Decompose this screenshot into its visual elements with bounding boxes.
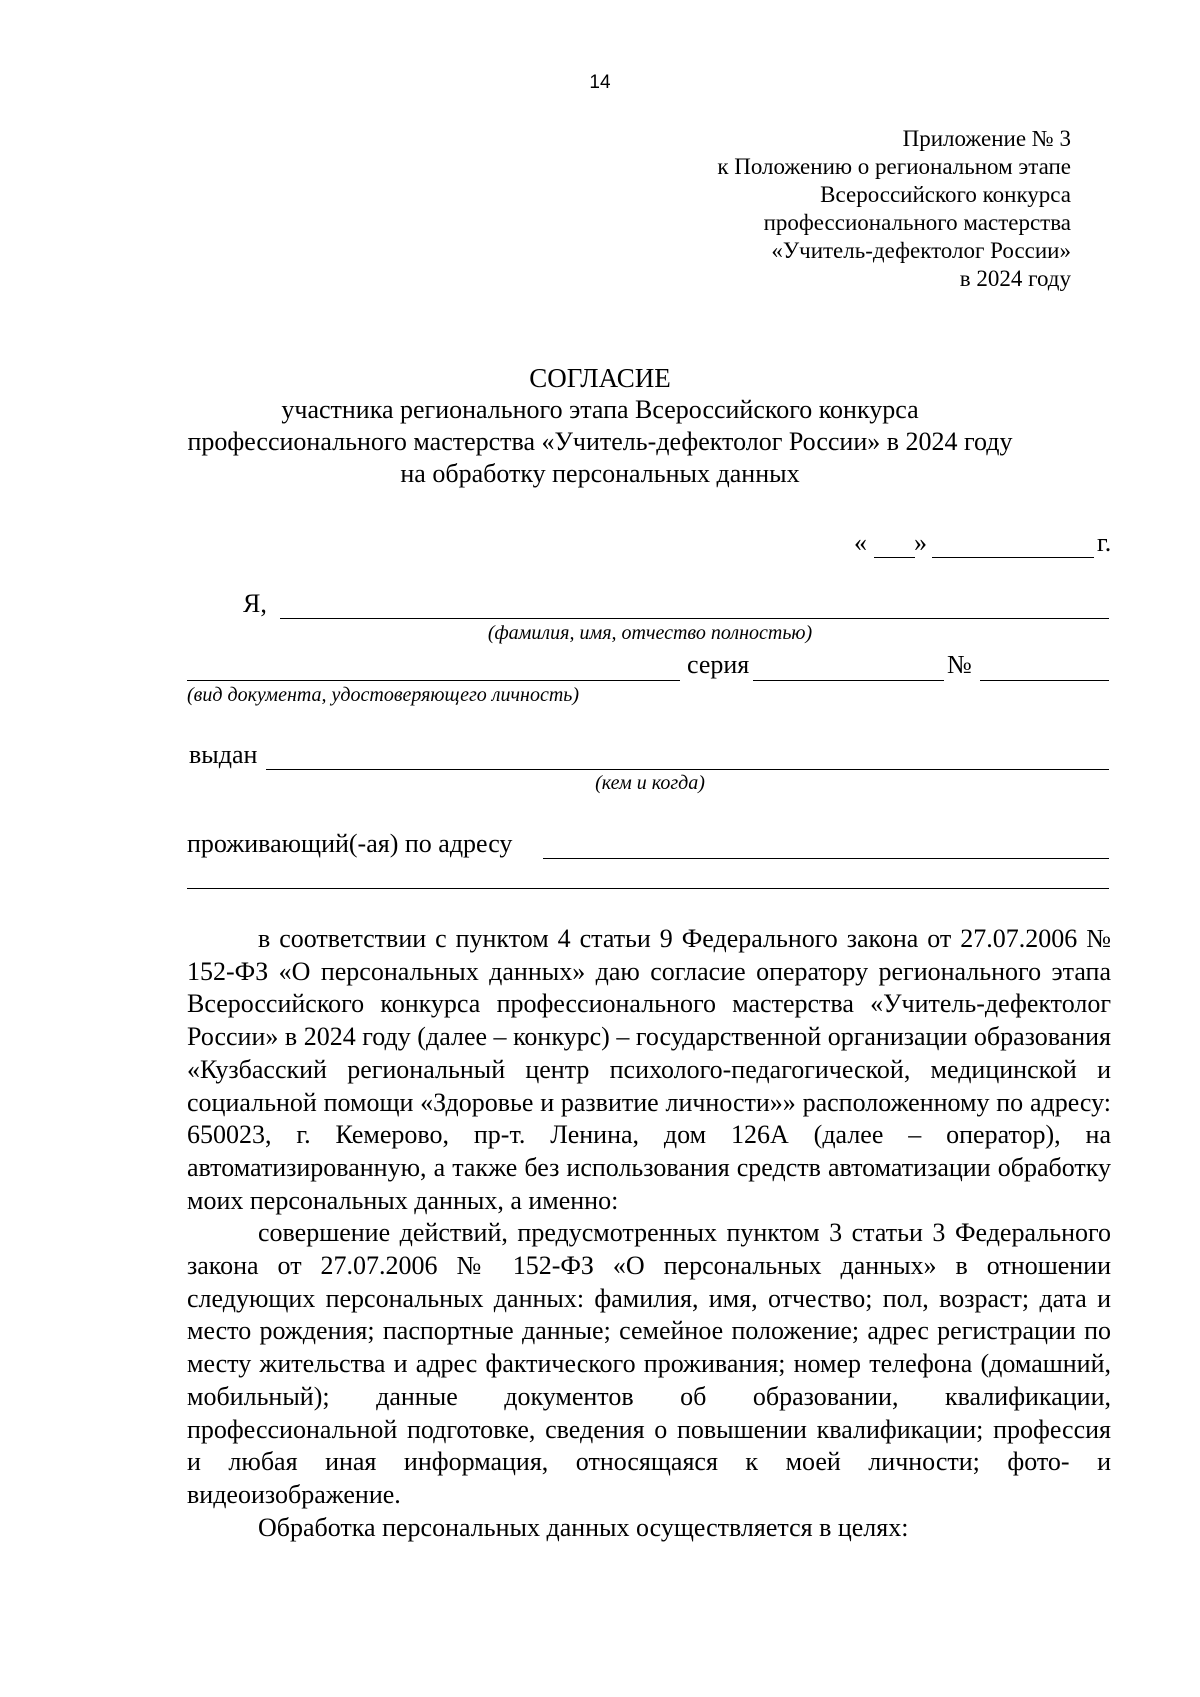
title-subline-1: участника регионального этапа Всероссийского конкурса (281, 395, 919, 424)
address-field[interactable] (543, 858, 1109, 859)
body-paragraph: совершение действий, предусмотренных пунктом 3 статьи 3 Федерального закона от 27.07.2006 № 152-ФЗ «О персональных данных» в отношении следующих персональных данных: фамилия, имя, отчество; пол, возраст; дата и место рождения; паспортные данные; семейное положение; адрес регистрации по месту жительства и адрес фактического проживания; номер телефона (домашний, мобильный); данные документов об образовании, квалификации, профессиональной подготовке, сведения о повышении квалификации; профессия и любая иная информация, относящаяся к моей личности; фото- и видеоизображение. (187, 1218, 1111, 1509)
title-subline-3: на обработку персональных данных (400, 459, 800, 488)
full-name-field[interactable] (280, 618, 1109, 619)
appendix-line-1: Приложение № 3 (902, 126, 1071, 151)
date-year-suffix: г. (1097, 528, 1112, 557)
issued-label: выдан (189, 740, 258, 769)
body-paragraph: Обработка персональных данных осуществляется в целях: (258, 1512, 909, 1542)
body-paragraph: в соответствии с пунктом 4 статьи 9 Федерального закона от 27.07.2006 № 152-ФЗ «О персональных данных» даю согласие оператору регионального этапа Всероссийского конкурса профессионального мастерства «Учитель-дефектолог России» в 2024 году (далее – конкурс) – государственной организации образования «Кузбасский региональный центр психолого-педагогической, медицинской и социальной помощи «Здоровье и развитие личности»» расположенному по адресу: 650023, г. Кемерово, пр-т. Ленина, дом 126А (далее – оператор), на автоматизированную, а также без использования средств автоматизации обработку моих персональных данных, а именно: (187, 924, 1111, 1215)
page-number: 14 (589, 72, 611, 93)
title-subline-2: профессионального мастерства «Учитель-дефектолог России» в 2024 году (187, 427, 1013, 456)
address-label: проживающий(-ая) по адресу (187, 829, 513, 858)
appendix-line-3: Всероссийского конкурса (820, 182, 1071, 207)
date-day-field[interactable] (874, 557, 915, 558)
id-document-hint: (вид документа, удостоверяющего личность) (187, 684, 580, 706)
appendix-line-6: в 2024 году (959, 266, 1071, 291)
number-label: № (947, 650, 972, 679)
issued-field[interactable] (266, 769, 1109, 770)
date-open-quote: « (854, 528, 867, 557)
appendix-line-2: к Положению о региональном этапе (717, 154, 1071, 179)
date-close-quote: » (914, 528, 927, 557)
issued-hint: (кем и когда) (595, 772, 705, 794)
full-name-hint: (фамилия, имя, отчество полностью) (487, 622, 813, 644)
id-document-field[interactable] (187, 680, 680, 681)
series-label: серия (687, 650, 750, 679)
series-field[interactable] (753, 680, 944, 681)
appendix-line-5: «Учитель-дефектолог России» (771, 238, 1071, 263)
consent-body (187, 923, 1111, 1544)
date-month-field[interactable] (932, 557, 1094, 558)
number-field[interactable] (980, 680, 1109, 681)
appendix-line-4: профессионального мастерства (763, 210, 1071, 235)
document-title: СОГЛАСИЕ (529, 363, 671, 393)
address-field-continued[interactable] (187, 888, 1109, 889)
i-label: Я, (243, 589, 267, 618)
